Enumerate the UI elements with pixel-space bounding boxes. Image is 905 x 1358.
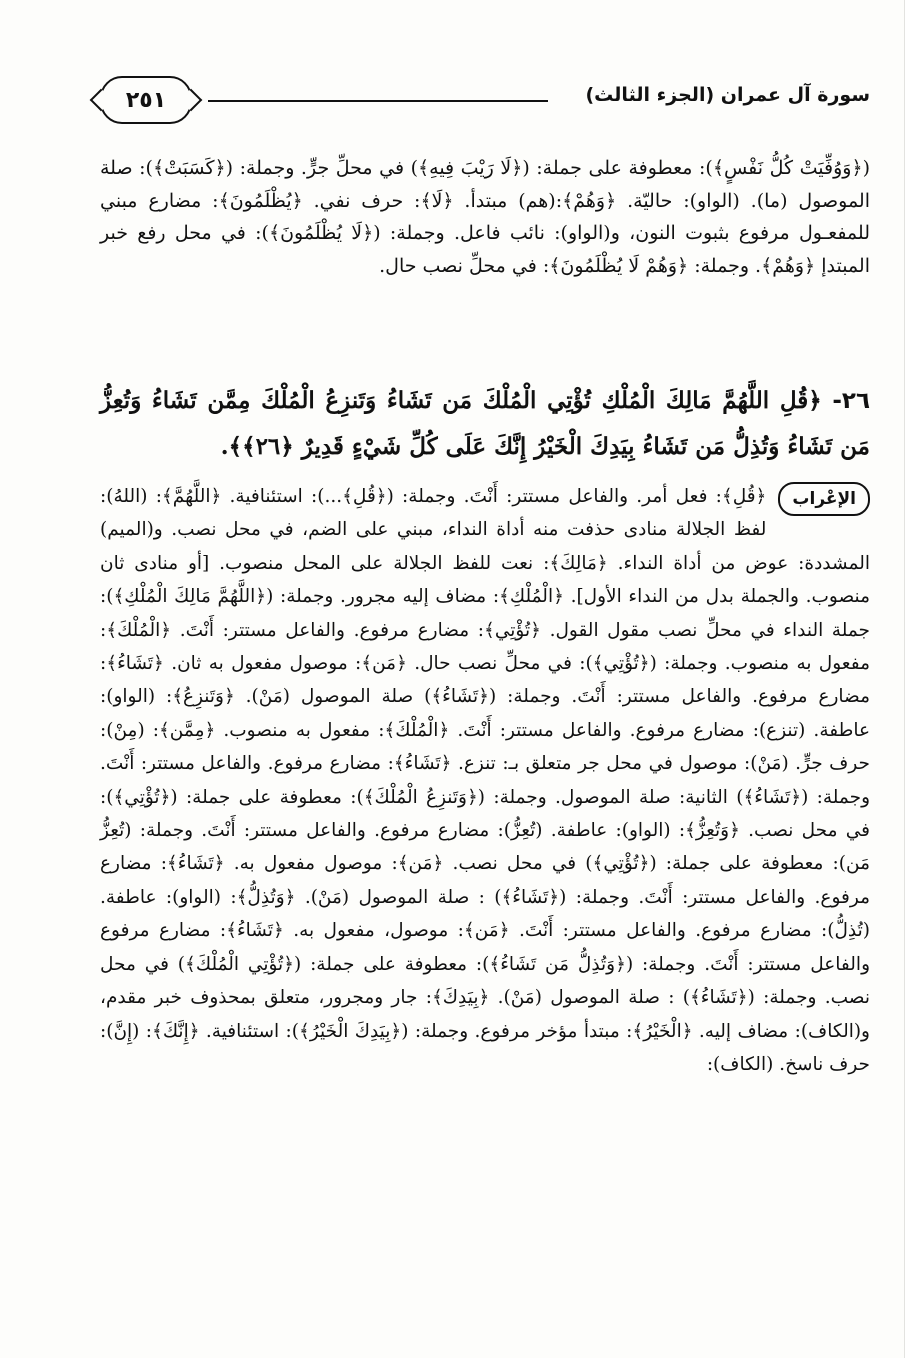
paragraph-text: (﴿وَوُفِّيَتْ كُلُّ نَفْسٍ﴾): معطوفة على جملة: (﴿لَا رَيْبَ فِيهِ﴾) في محلِّ جرٍّ. وجملة: (﴿كَسَبَتْ﴾): صلة الموصول (ما). (الواو): حاليّة. ﴿وَهُمْ﴾:(هم) مبتدأ. ﴿لَا﴾: حرف نفي. ﴿يُظْلَمُونَ﴾: مضارع مبني للمفعـول مرفوع بثبوت النون، و(الواو): نائب فاعل. وجملة: (﴿لَا يُظْلَمُونَ﴾): في محل رفع خبر المبتدإ ﴿وَهُمْ﴾. وجملة: ﴿وَهُمْ لَا يُظْلَمُونَ﴾: في محلِّ نصب حال. <box>100 157 870 277</box>
irab-section <box>100 480 870 1081</box>
verse-number: ٢٦- <box>832 388 870 414</box>
verse-text: ﴿قُلِ اللَّهُمَّ مَالِكَ الْمُلْكِ تُؤْتِي الْمُلْكَ مَن تَشَاءُ وَتَنزِعُ الْمُلْكَ مِمَّن تَشَاءُ وَتُعِزُّ مَن تَشَاءُ وَتُذِلُّ مَن تَشَاءُ بِيَدِكَ الْخَيْرُ إِنَّكَ عَلَى كُلِّ شَيْءٍ قَدِيرٌ ﴿٢٦﴾﴾. <box>100 387 870 460</box>
running-title: سورة آل عمران (الجزء الثالث) <box>585 84 870 106</box>
irab-label: الإعْراب <box>778 482 870 516</box>
page-header <box>100 72 870 130</box>
page-number: ٢٥١ <box>125 87 167 113</box>
paragraph-continuation <box>100 152 870 282</box>
page-number-badge <box>100 76 192 124</box>
irab-text: ﴿قُلِ﴾: فعل أمر. والفاعل مستتر: أَنْتَ. وجملة: (﴿قُلِ﴾...): استئنافية. ﴿اللَّهُمَّ﴾: (اللهُ): لفظ الجلالة منادى حذفت منه أداة النداء، مبني على الضم، في محل نصب. و(الميم) المشددة: عوض من أداة النداء. ﴿مَالِكَ﴾: نعت للفظ الجلالة على المحل منصوب. [أو منادى ثان منصوب. والجملة بدل من النداء الأول]. ﴿الْمُلْكِ﴾: مضاف إليه مجرور. وجملة: (﴿اللَّهُمَّ مَالِكَ الْمُلْكِ﴾): جملة النداء في محلِّ نصب مقول القول. ﴿تُؤْتِي﴾: مضارع مرفوع. والفاعل مستتر: أَنْتَ. ﴿الْمُلْكَ﴾: مفعول به منصوب. وجملة: (﴿تُؤْتِي﴾): في محلِّ نصب حال. ﴿مَن﴾: موصول مفعول به ثان. ﴿تَشَاءُ﴾: مضارع مرفوع. والفاعل مستتر: أَنْتَ. وجملة: (﴿تَشَاءُ﴾) صلة الموصول (مَنْ). ﴿وَتَنزِعُ﴾: (الواو): عاطفة. (تنزع): مضارع مرفوع. والفاعل مستتر: أَنْتَ. ﴿الْمُلْكَ﴾: مفعول به منصوب. ﴿مِمَّن﴾: (مِنْ): حرف جرٍّ. (مَنْ): موصول في محل جر متعلق بـ: تنزع. ﴿تَشَاءُ﴾: مضارع مرفوع. والفاعل مستتر: أَنْتَ. وجملة: (﴿تَشَاءُ﴾) الثانية: صلة الموصول. وجملة: (﴿وَتَنزِعُ الْمُلْكَ﴾): معطوفة على جملة: (﴿تُؤْتِي﴾): في محل نصب. ﴿وَتُعِزُّ﴾: (الواو): عاطفة. (تُعِزُّ): مضارع مرفوع. والفاعل مستتر: أَنْتَ. وجملة: (تُعِزُّ مَن): معطوفة على جملة: (﴿تُؤْتِي﴾) في محل نصب. ﴿مَن﴾: موصول مفعول به. ﴿تَشَاءُ﴾: مضارع مرفوع. والفاعل مستتر: أَنْتَ. وجملة: (﴿تَشَاءُ﴾) : صلة الموصول (مَنْ). ﴿وَتُذِلُّ﴾: (الواو): عاطفة. (تُذِلُّ): مضارع مرفوع. والفاعل مستتر: أَنْتَ. ﴿مَن﴾: موصول، مفعول به. ﴿تَشَاءُ﴾: مضارع مرفوع والفاعل مستتر: أَنْتَ. وجملة: (﴿وَتُذِلُّ مَن تَشَاءُ﴾): معطوفة على جملة: (﴿تُؤْتِي الْمُلْكَ﴾) في محل نصب. وجملة: (﴿تَشَاءُ﴾) : صلة الموصول (مَنْ). ﴿بِيَدِكَ﴾: جار ومجرور، متعلق بمحذوف خبر مقدم، و(الكاف): مضاف إليه. ﴿الْخَيْرُ﴾: مبتدأ مؤخر مرفوع. وجملة: (﴿بِيَدِكَ الْخَيْرُ﴾): استئنافية. ﴿إِنَّكَ﴾: (إِنَّ): حرف ناسخ. (الكاف): <box>100 486 870 1075</box>
verse-block <box>100 378 870 470</box>
header-rule <box>208 100 548 102</box>
